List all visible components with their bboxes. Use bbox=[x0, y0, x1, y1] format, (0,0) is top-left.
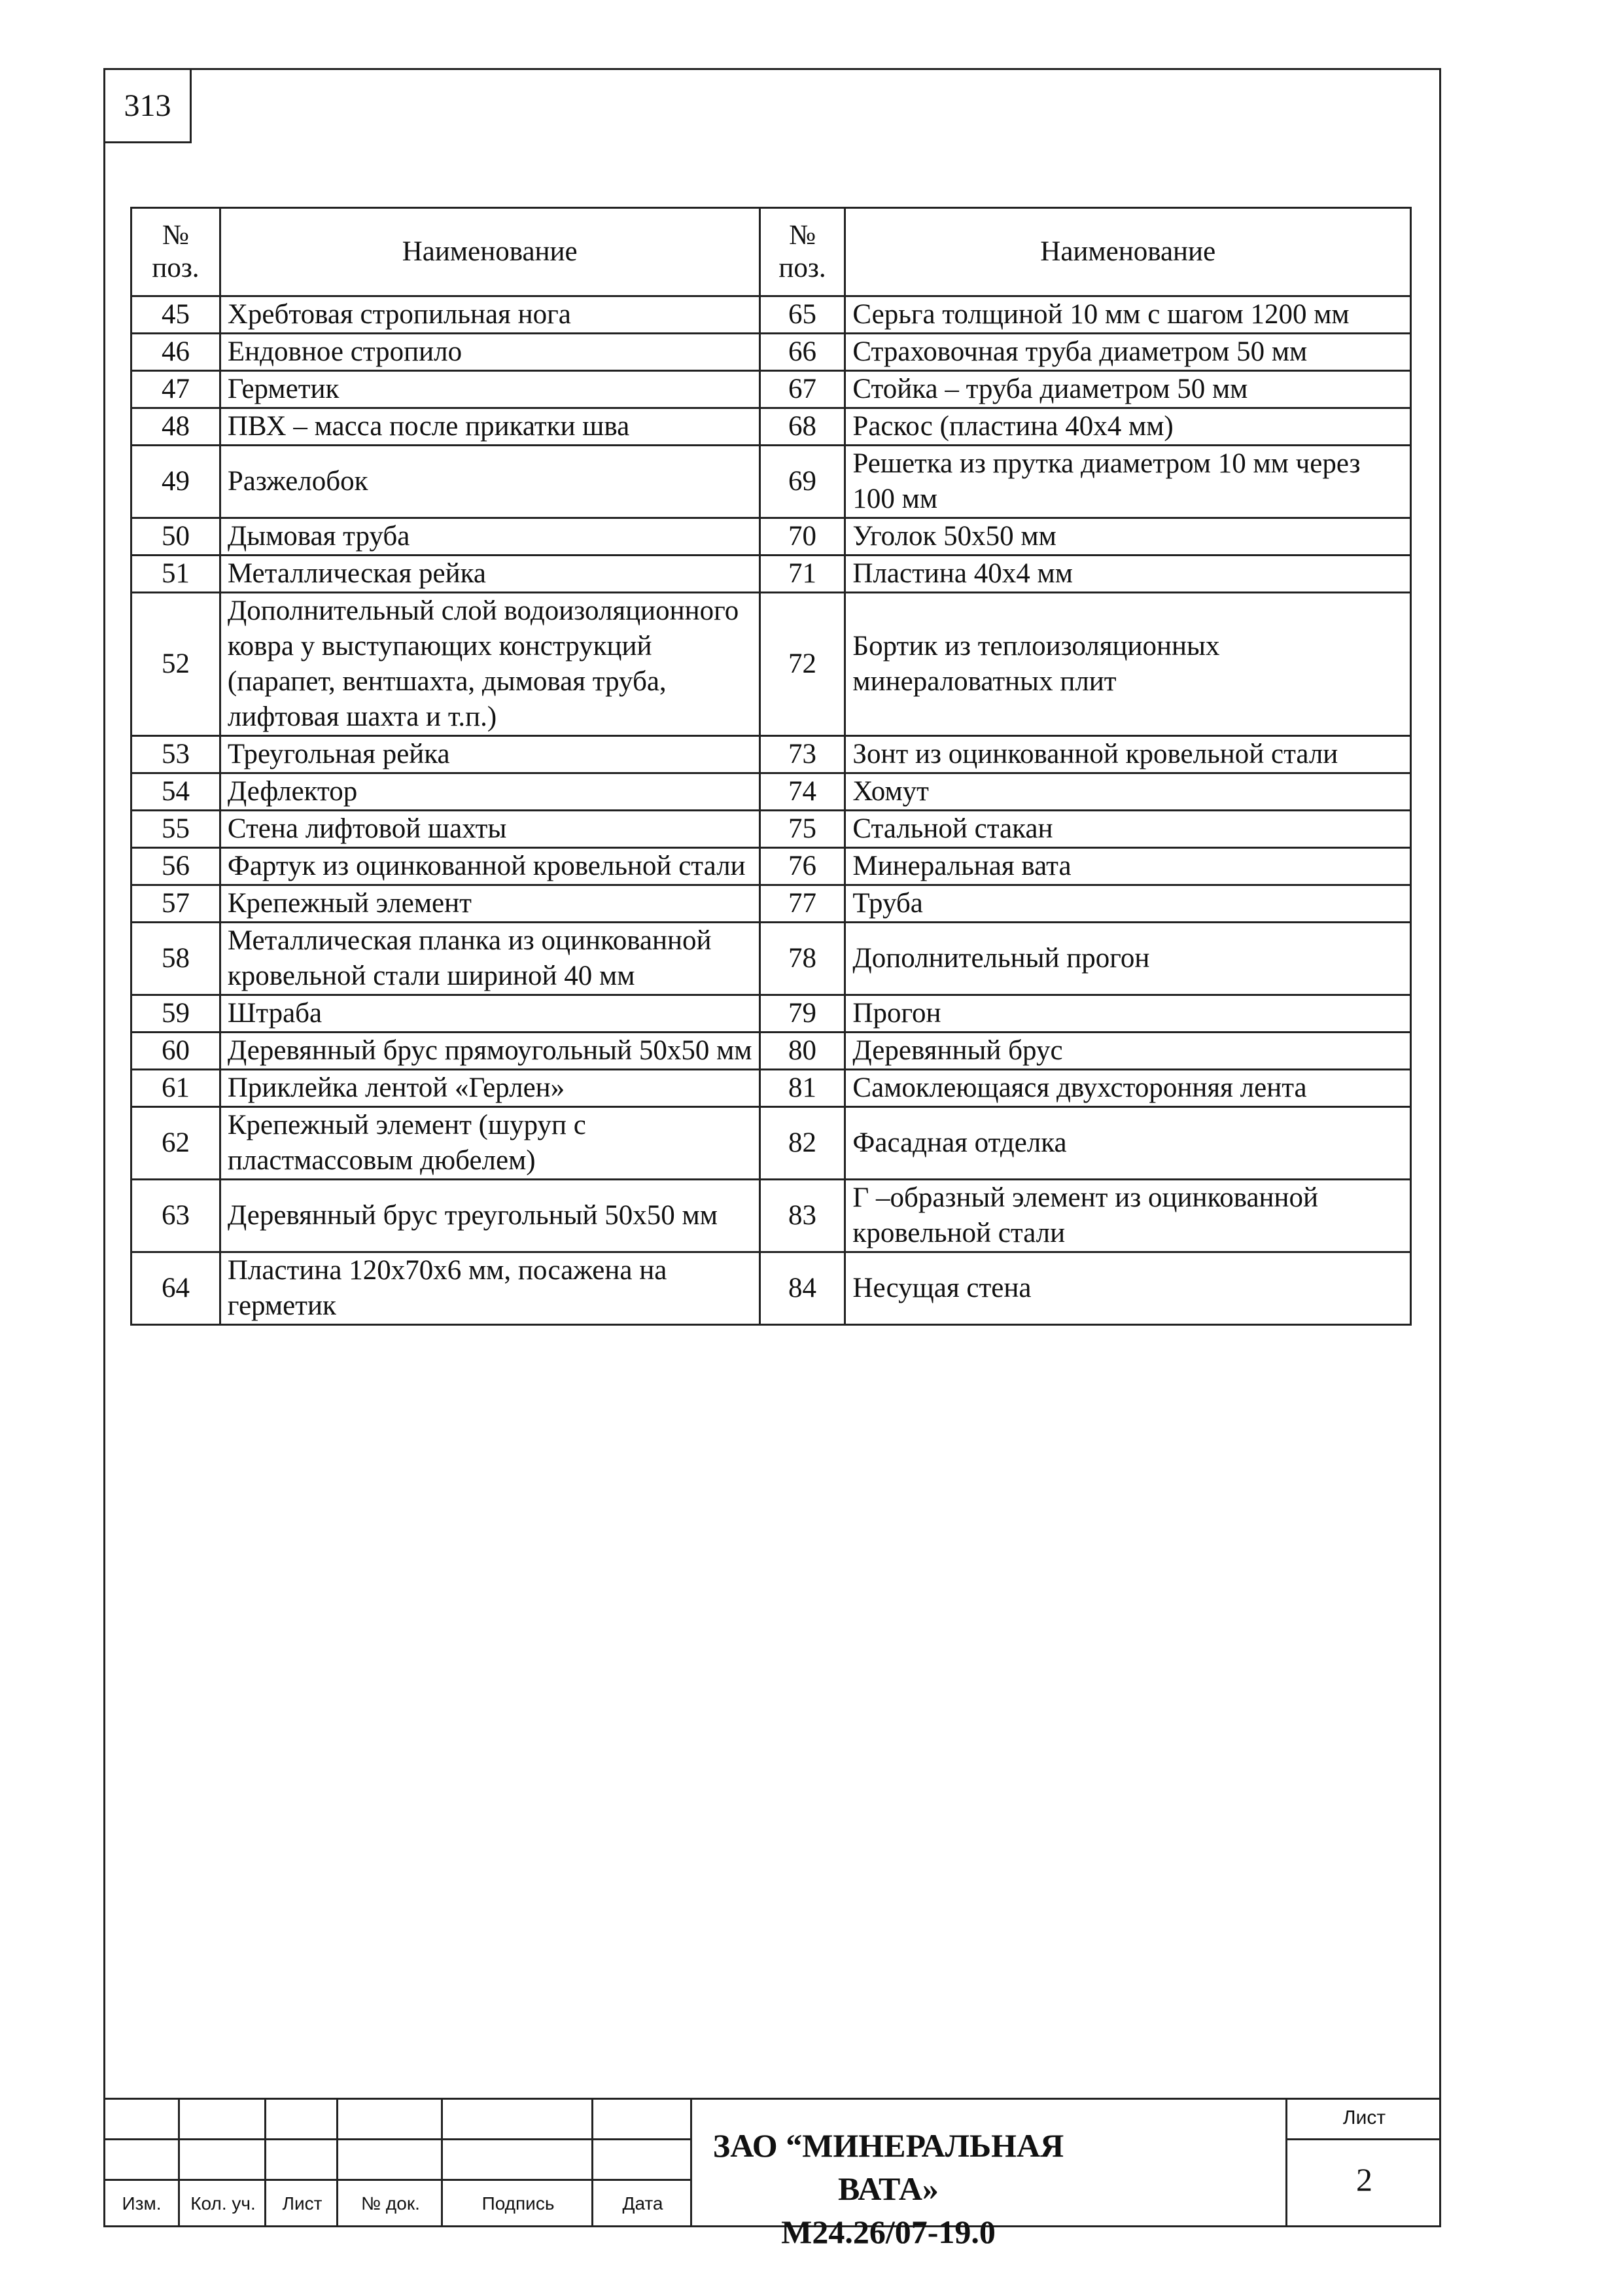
item-name-right: Фасадная отделка bbox=[845, 1107, 1411, 1180]
position-number-left: 60 bbox=[131, 1033, 220, 1070]
position-number-right: 78 bbox=[759, 923, 845, 995]
position-number-right: 76 bbox=[759, 848, 845, 885]
position-number-right: 71 bbox=[759, 556, 845, 593]
item-name-left: Герметик bbox=[220, 371, 759, 408]
position-number-right: 70 bbox=[759, 518, 845, 556]
header-name-right: Наименование bbox=[845, 208, 1411, 296]
table-row bbox=[131, 1180, 1411, 1252]
title-block bbox=[103, 2098, 1441, 2250]
page-number: 313 bbox=[103, 68, 192, 143]
position-number-left: 59 bbox=[131, 995, 220, 1033]
position-number-left: 56 bbox=[131, 848, 220, 885]
position-number-right: 65 bbox=[759, 296, 845, 334]
item-name-left: Фартук из оцинкованной кровельной стали bbox=[220, 848, 759, 885]
table-row bbox=[131, 885, 1411, 923]
position-number-left: 58 bbox=[131, 923, 220, 995]
position-number-right: 81 bbox=[759, 1070, 845, 1107]
item-name-right: Г –образный элемент из оцинкованной кровельной стали bbox=[845, 1180, 1411, 1252]
position-number-right: 75 bbox=[759, 811, 845, 848]
position-number-left: 47 bbox=[131, 371, 220, 408]
table-row bbox=[131, 848, 1411, 885]
position-number-right: 77 bbox=[759, 885, 845, 923]
header-no-sign: № bbox=[162, 220, 189, 251]
position-number-left: 62 bbox=[131, 1107, 220, 1180]
item-name-left: Дымовая труба bbox=[220, 518, 759, 556]
item-name-left: Стена лифтовой шахты bbox=[220, 811, 759, 848]
item-name-left: Деревянный брус прямоугольный 50х50 мм bbox=[220, 1033, 759, 1070]
table-row bbox=[131, 296, 1411, 334]
header-name-left: Наименование bbox=[220, 208, 759, 296]
position-number-left: 46 bbox=[131, 334, 220, 371]
item-name-left: Хребтовая стропильная нога bbox=[220, 296, 759, 334]
position-number-right: 74 bbox=[759, 773, 845, 811]
table-row bbox=[131, 811, 1411, 848]
item-name-right: Дополнительный прогон bbox=[845, 923, 1411, 995]
item-name-left: Приклейка лентой «Герлен» bbox=[220, 1070, 759, 1107]
stamp-label-list: Лист bbox=[282, 2193, 323, 2214]
position-number-right: 69 bbox=[759, 446, 845, 518]
position-number-left: 49 bbox=[131, 446, 220, 518]
item-name-left: Ендовное стропило bbox=[220, 334, 759, 371]
position-number-right: 84 bbox=[759, 1252, 845, 1325]
organization-name: ЗАО “МИНЕРАЛЬНАЯ ВАТА» bbox=[712, 2127, 1064, 2207]
item-name-right: Стальной стакан bbox=[845, 811, 1411, 848]
item-name-right: Прогон bbox=[845, 995, 1411, 1033]
table-row bbox=[131, 1033, 1411, 1070]
stamp-label-podpis: Подпись bbox=[481, 2193, 555, 2214]
header-pos-right bbox=[759, 208, 845, 296]
position-number-left: 53 bbox=[131, 736, 220, 773]
item-name-right: Труба bbox=[845, 885, 1411, 923]
position-number-right: 82 bbox=[759, 1107, 845, 1180]
item-name-left: Крепежный элемент bbox=[220, 885, 759, 923]
item-name-left: Крепежный элемент (шуруп с пластмассовым дюбелем) bbox=[220, 1107, 759, 1180]
position-number-right: 79 bbox=[759, 995, 845, 1033]
header-pos-abbr: поз. bbox=[152, 253, 200, 283]
table-row bbox=[131, 408, 1411, 446]
table-header-row bbox=[131, 208, 1411, 296]
table-row bbox=[131, 518, 1411, 556]
item-name-right: Самоклеющаяся двухсторонняя лента bbox=[845, 1070, 1411, 1107]
organization-block bbox=[692, 2124, 1085, 2253]
header-pos-abbr: поз. bbox=[778, 253, 826, 283]
position-number-right: 73 bbox=[759, 736, 845, 773]
position-number-left: 45 bbox=[131, 296, 220, 334]
item-name-right: Минеральная вата bbox=[845, 848, 1411, 885]
item-name-right: Хомут bbox=[845, 773, 1411, 811]
table-row bbox=[131, 923, 1411, 995]
item-name-left: Разжелобок bbox=[220, 446, 759, 518]
item-name-left: Дополнительный слой водоизоляционного ковра у выступающих конструкций (парапет, вентшахта, дымовая труба, лифтовая шахта и т.п.) bbox=[220, 593, 759, 736]
position-number-right: 68 bbox=[759, 408, 845, 446]
stamp-sheet-line bbox=[1287, 2138, 1441, 2140]
position-number-left: 55 bbox=[131, 811, 220, 848]
position-number-left: 63 bbox=[131, 1180, 220, 1252]
item-name-right: Уголок 50х50 мм bbox=[845, 518, 1411, 556]
table-row bbox=[131, 556, 1411, 593]
position-number-right: 83 bbox=[759, 1180, 845, 1252]
table-row bbox=[131, 593, 1411, 736]
position-number-right: 80 bbox=[759, 1033, 845, 1070]
table-row bbox=[131, 334, 1411, 371]
item-name-right: Стойка – труба диаметром 50 мм bbox=[845, 371, 1411, 408]
item-name-left: Металлическая рейка bbox=[220, 556, 759, 593]
position-number-left: 57 bbox=[131, 885, 220, 923]
position-number-left: 54 bbox=[131, 773, 220, 811]
table-body bbox=[131, 296, 1411, 1325]
document-code: М24.26/07-19.0 bbox=[781, 2214, 996, 2250]
item-name-right: Несущая стена bbox=[845, 1252, 1411, 1325]
position-number-right: 67 bbox=[759, 371, 845, 408]
item-name-left: Треугольная рейка bbox=[220, 736, 759, 773]
position-number-right: 72 bbox=[759, 593, 845, 736]
item-name-right: Пластина 40х4 мм bbox=[845, 556, 1411, 593]
position-number-left: 52 bbox=[131, 593, 220, 736]
table-row bbox=[131, 1070, 1411, 1107]
header-no-sign: № bbox=[788, 220, 816, 251]
item-name-left: Дефлектор bbox=[220, 773, 759, 811]
sheet-label: Лист bbox=[1342, 2107, 1386, 2128]
stamp-label-data: Дата bbox=[622, 2193, 663, 2214]
table-row bbox=[131, 773, 1411, 811]
stamp-label-kol-uch: Кол. уч. bbox=[190, 2193, 256, 2214]
item-name-right: Зонт из оцинкованной кровельной стали bbox=[845, 736, 1411, 773]
table-row bbox=[131, 446, 1411, 518]
position-number-left: 48 bbox=[131, 408, 220, 446]
item-name-left: Металлическая планка из оцинкованной кровельной стали шириной 40 мм bbox=[220, 923, 759, 995]
item-name-right: Бортик из теплоизоляционных минераловатных плит bbox=[845, 593, 1411, 736]
table-row bbox=[131, 1252, 1411, 1325]
position-number-left: 64 bbox=[131, 1252, 220, 1325]
header-pos-left bbox=[131, 208, 220, 296]
item-name-left: Деревянный брус треугольный 50х50 мм bbox=[220, 1180, 759, 1252]
position-number-right: 66 bbox=[759, 334, 845, 371]
specification-table bbox=[130, 207, 1412, 1326]
position-number-left: 61 bbox=[131, 1070, 220, 1107]
item-name-right: Решетка из прутка диаметром 10 мм через 100 мм bbox=[845, 446, 1411, 518]
item-name-right: Серьга толщиной 10 мм с шагом 1200 мм bbox=[845, 296, 1411, 334]
item-name-right: Деревянный брус bbox=[845, 1033, 1411, 1070]
item-name-right: Раскос (пластина 40х4 мм) bbox=[845, 408, 1411, 446]
item-name-left: ПВХ – масса после прикатки шва bbox=[220, 408, 759, 446]
sheet-number: 2 bbox=[1356, 2161, 1372, 2198]
item-name-left: Штраба bbox=[220, 995, 759, 1033]
table-row bbox=[131, 736, 1411, 773]
table-row bbox=[131, 995, 1411, 1033]
position-number-left: 50 bbox=[131, 518, 220, 556]
table-row bbox=[131, 371, 1411, 408]
position-number-left: 51 bbox=[131, 556, 220, 593]
item-name-right: Страховочная труба диаметром 50 мм bbox=[845, 334, 1411, 371]
item-name-left: Пластина 120х70х6 мм, посажена на герметик bbox=[220, 1252, 759, 1325]
table-row bbox=[131, 1107, 1411, 1180]
stamp-label-izm: Изм. bbox=[122, 2193, 162, 2214]
stamp-label-no-dok: № док. bbox=[361, 2193, 420, 2214]
